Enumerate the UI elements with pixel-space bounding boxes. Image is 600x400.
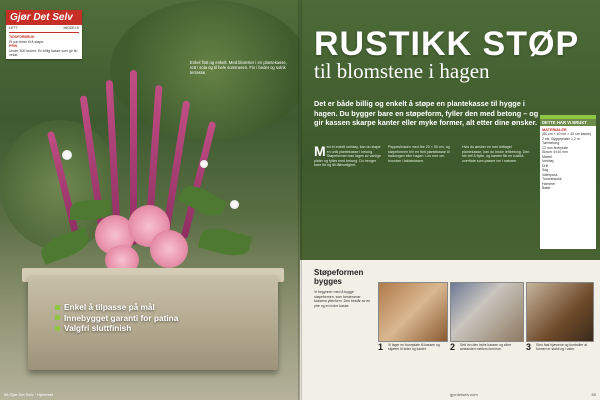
page-gutter: [298, 0, 302, 400]
website-url: gjordetselv.com: [450, 392, 478, 397]
difficulty-easy: LETT: [9, 26, 18, 30]
white-flower: [62, 150, 72, 160]
price-text: Under 500 kroner. En billig kasse som gir fin vekst.: [9, 48, 78, 57]
fact-line: (80 cm × 40 cm × 40 cm kasse): [542, 132, 592, 136]
step-text: Vi lager en bunnplate til kassen og skjærer til sider og kanter.: [388, 343, 440, 352]
fact-line: Vaterpass: [542, 172, 558, 177]
step-number: 1: [378, 342, 384, 352]
photo-caption: Enkel flott og enkelt. Med blomster i en plantekasse, rett i sola og til hele sommeren. Fin i bedet og solrik terrasse.: [190, 60, 287, 76]
page-folio-left: 58 Gjør Det Selv · Hjemmet: [4, 392, 54, 397]
fact-line: 2 stk. Byggeplater 1,2 m: [542, 136, 580, 141]
leaf: [198, 224, 253, 260]
step-photo-3: [526, 282, 594, 342]
divider: [9, 32, 79, 33]
bullet-square-icon: [55, 326, 60, 331]
section-heading: Støpeformen bygges: [314, 268, 364, 286]
fact-line: 12 mm finérplate: [542, 145, 569, 150]
step-text: Sett inn den indre kassen og sikre avstanden mellom formene.: [460, 343, 512, 352]
fact-line: Tørrbetong: [542, 141, 560, 145]
step-number: 3: [526, 342, 532, 352]
section-title: Gjør Det Selv: [6, 10, 82, 25]
section-body: Vi begynner med å bygge støpeformen, som bestemmer kassens ytterform. Den består av en ytre og en indre kasse.: [314, 290, 371, 308]
step-photo-1: [378, 282, 448, 342]
difficulty-medium: MIDDELS: [63, 26, 79, 30]
white-flower: [200, 160, 208, 168]
bullet-item: Innebygget garanti for patina: [55, 313, 178, 324]
fact-line: Bøtte: [542, 186, 551, 190]
article-subtitle: til blomstene i hagen: [314, 59, 490, 83]
time-heading: TIDSFORBRUK: [9, 35, 35, 39]
bullet-square-icon: [55, 315, 60, 320]
drop-cap: M: [314, 143, 326, 159]
fact-line: Mørtel: [542, 154, 552, 159]
step-number: 2: [450, 342, 456, 352]
fact-line: Hammer: [542, 181, 556, 186]
body-column-3: Hvis du ønsker en mer lettlaget plantekasse, kan du bruke lettbetong. Den blir lett å flytte, og kanten får en rustikk overflate som passer inn i naturen.: [462, 145, 530, 163]
fact-line: Sag: [542, 168, 549, 172]
page-folio-right: 59: [591, 392, 596, 397]
body-column-1: M ed et enkelt verktøy, kan du støpe en unik plantekasse i betong. Støpeformen kan lages av vanlige plater og fylles med betong. Du trenger bare tid og litt tålmodighet.: [314, 143, 382, 168]
step-photo-2: [450, 282, 524, 342]
fact-line: Tommestokk: [542, 177, 562, 181]
bullet-item: Valgfri sluttfinish: [55, 323, 178, 334]
white-flower: [230, 200, 239, 209]
bullet-square-icon: [55, 305, 60, 310]
fact-box-title: DETTE HAR VI BRUKT: [540, 119, 596, 126]
price-heading: PRIS: [9, 44, 18, 48]
fact-line: Skruer 4×40 mm: [542, 150, 568, 154]
article-title: RUSTIKK STØP: [314, 25, 580, 63]
fact-box-heading: MATERIALER: [542, 128, 567, 132]
time-text: Et par timer til å støpe.: [9, 39, 45, 44]
section-header-box: [6, 10, 82, 59]
bullet-item: Enkel å tilpasse på mål: [55, 302, 178, 313]
right-page: [300, 0, 600, 400]
fact-box: [540, 115, 596, 249]
article-ingress: Det er både billig og enkelt å støpe en plantekasse til hygge i hagen. Du bygger bare en støpeform, fyller den med betong – og gir kassen skarpe kanter eller myke former, alt etter dine ønsker.: [314, 99, 539, 127]
feature-bullets: [55, 302, 178, 334]
step-text: Skru fast hjørnene og kontroller at formen er stabil og i vater.: [536, 343, 588, 352]
pink-flower: [150, 230, 188, 268]
fact-line: Drill: [542, 163, 549, 168]
fact-line: Verktøy: [542, 159, 554, 163]
body-column-2: Peppesleasen med fire 20 × 50 cm, og støpeformen blir en flott plantekasse til balkongen eller hagen. Les mer om hvordan i faktaboksen.: [388, 145, 450, 163]
